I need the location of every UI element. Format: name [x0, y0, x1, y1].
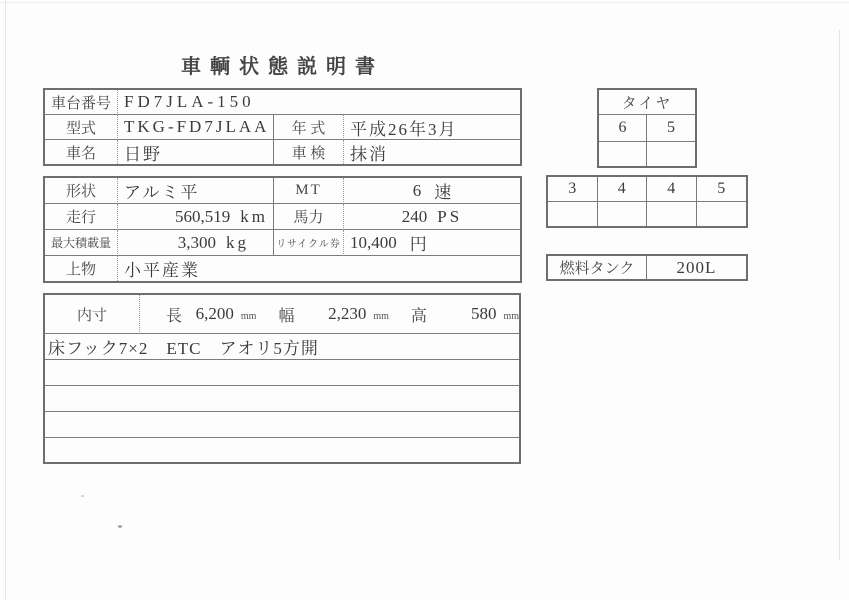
- inspection-value: 抹消: [350, 144, 388, 164]
- empty-cell: [599, 142, 647, 166]
- inspection-label: 車 検: [274, 140, 344, 164]
- scan-edge-right: [839, 30, 840, 560]
- model-year-value: 平成26年3月: [344, 115, 520, 140]
- power-label: 馬力: [274, 204, 344, 230]
- height-value: 580: [470, 304, 497, 323]
- payload-label: 最大積載量: [45, 230, 118, 256]
- fuel-tank-value: 200L: [676, 257, 717, 277]
- height-unit: mm: [503, 310, 519, 322]
- recycle-ticket-label: リサイクル券: [274, 230, 344, 256]
- empty-cell: [647, 142, 695, 166]
- power-value: [344, 204, 520, 230]
- transmission-label: MT: [274, 178, 344, 204]
- length-unit: mm: [240, 310, 257, 322]
- tire-rear-2: 4: [598, 177, 648, 202]
- height-label: 高: [410, 307, 427, 325]
- shape-label: 形状: [45, 178, 118, 204]
- empty-row: [45, 438, 519, 462]
- tire-rear-3: 4: [647, 177, 697, 202]
- vehicle-info-table: [43, 88, 522, 166]
- empty-row: [45, 412, 519, 438]
- chassis-number-value: FD7JLA-150: [118, 90, 520, 115]
- power-number: 240: [401, 206, 428, 226]
- empty-cell: [697, 202, 747, 226]
- empty-row: [45, 386, 519, 412]
- payload-unit: kg: [226, 232, 249, 252]
- scan-edge-left: [5, 0, 6, 600]
- mileage-unit: km: [240, 206, 268, 226]
- payload-value: [118, 230, 274, 256]
- mileage-label: 走行: [45, 204, 118, 230]
- power-unit: PS: [437, 206, 463, 226]
- tire-header: タイヤ: [599, 90, 695, 115]
- tire-rear-4: 5: [697, 177, 747, 202]
- tire-front-right: 5: [647, 115, 695, 142]
- empty-cell: [598, 202, 648, 226]
- spec-table: [43, 176, 522, 283]
- empty-row: [45, 360, 519, 386]
- equipment-notes: 床フック7×2 ETC アオリ5方開: [45, 334, 519, 360]
- tire-front-left: 6: [599, 115, 647, 142]
- document-title: 車輌状態説明書: [181, 56, 384, 78]
- transmission-unit: 速: [434, 183, 452, 202]
- maker-name-value: 日野: [118, 140, 274, 164]
- model-code-label: 型式: [45, 115, 118, 140]
- transmission-value: [344, 178, 520, 204]
- model-year-label: 年 式: [274, 115, 344, 140]
- width-label: 幅: [278, 307, 295, 325]
- width-unit: mm: [373, 310, 389, 322]
- recycle-unit: 円: [409, 235, 427, 254]
- dimensions-table: [43, 293, 521, 464]
- width-value: 2,230: [328, 304, 367, 323]
- maker-name-label: 車名: [45, 140, 118, 164]
- body-maker-value: 小平産業: [124, 261, 200, 280]
- chassis-number-label: 車台番号: [45, 90, 118, 115]
- empty-cell: [647, 202, 697, 226]
- scan-speck: [81, 495, 84, 497]
- tire-table-front: [597, 88, 697, 168]
- fuel-tank-table: [546, 254, 748, 281]
- inner-dimension-values: [140, 295, 519, 334]
- model-code-value: TKG-FD7JLAA: [118, 115, 274, 140]
- tire-rear-1: 3: [548, 177, 598, 202]
- body-maker-label: 上物: [45, 256, 118, 281]
- recycle-number: 10,400: [350, 232, 397, 252]
- payload-number: 3,300: [177, 232, 216, 252]
- length-value: 6,200: [195, 304, 234, 323]
- mileage-value: [118, 204, 274, 230]
- mileage-number: 560,519: [175, 206, 231, 226]
- transmission-number: 6: [412, 180, 422, 200]
- fuel-tank-label: 燃料タンク: [548, 256, 647, 279]
- empty-cell: [548, 202, 598, 226]
- length-label: 長: [166, 307, 183, 325]
- inner-dimension-label: 内寸: [45, 295, 140, 334]
- scan-speck: [118, 525, 122, 528]
- shape-value: アルミ平: [118, 178, 274, 204]
- tire-table-rear: [546, 175, 748, 228]
- recycle-ticket-value: [344, 230, 520, 256]
- scan-edge-top: [0, 2, 849, 3]
